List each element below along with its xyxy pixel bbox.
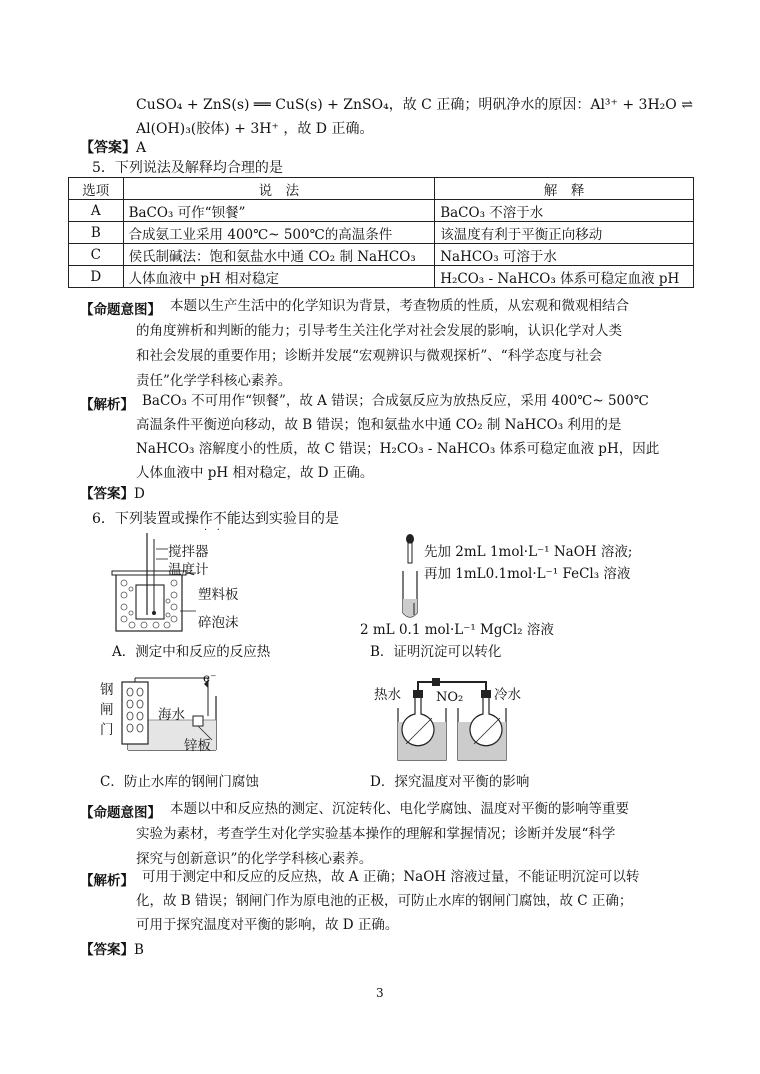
q5-answer bbox=[80, 482, 145, 502]
header-cell: 解 释 bbox=[435, 178, 694, 200]
q6-intent-line: 探究与创新意识”的化学学科核心素养。 bbox=[136, 851, 373, 867]
table-cell: C bbox=[69, 244, 124, 266]
dropper-tube bbox=[408, 543, 412, 563]
table-cell: 合成氨工业采用 400℃~ 500℃的高温条件 bbox=[123, 222, 435, 244]
table-row bbox=[69, 244, 694, 266]
q5-analysis-line: BaCO₃ 不可用作“钡餐”，故 A 错误；合成氨反应为放热反应，采用 400℃~ 500℃ bbox=[142, 393, 649, 409]
figa-label-stirrer: 搅拌器 bbox=[168, 544, 209, 560]
gate-char: 钢 bbox=[100, 682, 114, 698]
figa-caption: A．测定中和反应的反应热 bbox=[112, 644, 271, 660]
table-cell: 该温度有利于平衡正向移动 bbox=[435, 222, 694, 244]
zinc-plate bbox=[193, 716, 203, 726]
table-cell: D bbox=[69, 266, 124, 288]
flask-left bbox=[402, 698, 434, 746]
q5-analysis-line: 人体血液中 pH 相对稳定，故 D 正确。 bbox=[136, 465, 374, 481]
figd-cold: 冷水 bbox=[494, 687, 521, 703]
figc-zinc: 锌板 bbox=[184, 738, 211, 754]
top-line-1: CuSO₄ + ZnS(s) ══ CuS(s) + ZnSO₄，故 C 正确；明矾净水的原因：Al³⁺ + 3H₂O ⇌ bbox=[136, 97, 693, 113]
answer-4 bbox=[80, 137, 146, 157]
q5-intent-line: 责任”化学学科核心素养。 bbox=[136, 373, 292, 389]
q6-stem: 6．下列装置或操作不能达到实验目的是 bbox=[92, 511, 339, 527]
q6-answer bbox=[80, 938, 144, 958]
inner-beaker bbox=[136, 585, 164, 619]
figd-hot: 热水 bbox=[374, 687, 401, 703]
flask-right bbox=[470, 698, 502, 746]
figc-electron: e⁻ bbox=[203, 671, 217, 685]
figa-label-thermometer: 温度计 bbox=[168, 562, 209, 578]
table-row bbox=[69, 266, 694, 288]
answer-value: D bbox=[134, 486, 145, 502]
page-number: 3 bbox=[376, 986, 384, 1000]
figure-b-apparatus bbox=[395, 533, 425, 623]
top-line-2: Al(OH)₃(胶体) + 3H⁺ ，故 D 正确。 bbox=[136, 121, 374, 137]
steel-gate bbox=[122, 682, 148, 744]
table-cell: H₂CO₃ - NaHCO₃ 体系可稳定血液 pH bbox=[435, 266, 694, 288]
q5-stem: 5．下列说法及解释均合理的是 bbox=[92, 160, 283, 176]
figb-bottom-label: 2 mL 0.1 mol·L⁻¹ MgCl₂ 溶液 bbox=[360, 622, 554, 638]
figa-label-foam: 碎泡沫 bbox=[198, 615, 239, 631]
figure-d-apparatus bbox=[392, 678, 512, 766]
q5-intent-line: 本题以生产生活中的化学知识为背景，考查物质的性质，从宏观和微观相结合 bbox=[170, 298, 629, 314]
answer-tag: 【答案】 bbox=[80, 942, 134, 958]
figb-note-2: 再加 1mL0.1mol·L⁻¹ FeCl₃ 溶液 bbox=[424, 566, 631, 582]
answer-value: B bbox=[134, 942, 144, 958]
table-cell: B bbox=[69, 222, 124, 244]
table-cell: 人体血液中 pH 相对稳定 bbox=[123, 266, 435, 288]
figb-caption: B．证明沉淀可以转化 bbox=[370, 644, 502, 660]
figa-label-board: 塑料板 bbox=[198, 587, 239, 603]
table-cell: NaHCO₃ 可溶于水 bbox=[435, 244, 694, 266]
q5-analysis-line: NaHCO₃ 溶解度小的性质，故 C 错误；H₂CO₃ - NaHCO₃ 体系可稳定血液 pH，因此 bbox=[136, 441, 660, 457]
figc-water: 海水 bbox=[158, 707, 185, 723]
q6-intent-line: 实验为素材，考查学生对化学实验基本操作的理解和掌握情况；诊断并发展“科学 bbox=[136, 826, 616, 842]
q5-intent-tag: 【命题意图】 bbox=[80, 302, 161, 318]
figc-gate-label bbox=[100, 680, 114, 740]
answer-value: A bbox=[136, 140, 147, 156]
figc-caption: C．防止水库的钢闸门腐蚀 bbox=[100, 774, 259, 790]
gate-char: 门 bbox=[100, 722, 114, 738]
table-cell: 侯氏制碱法：饱和氨盐水中通 CO₂ 制 NaHCO₃ bbox=[123, 244, 435, 266]
q6-intent-tag: 【命题意图】 bbox=[80, 805, 161, 821]
q5-intent-line: 的角度辨析和判断的能力；引导考生关注化学对社会发展的影响，认识化学对人类 bbox=[136, 323, 622, 339]
figb-note-1: 先加 2mL 1mol·L⁻¹ NaOH 溶液; bbox=[424, 544, 633, 560]
tube-clamp bbox=[432, 678, 440, 686]
header-cell: 选项 bbox=[69, 178, 124, 200]
answer-tag: 【答案】 bbox=[80, 140, 136, 156]
q5-table bbox=[68, 177, 694, 288]
q6-analysis-line: 可用于探究温度对平衡的影响，故 D 正确。 bbox=[136, 917, 399, 933]
q5-analysis-line: 高温条件平衡逆向移动，故 B 错误；饱和氨盐水中通 CO₂ 制 NaHCO₃ 利用的是 bbox=[136, 417, 622, 433]
emphasis-dots: · · bbox=[204, 525, 220, 536]
q6-analysis-line: 化，故 B 错误；钢闸门作为原电池的正极，可防止水库的钢闸门腐蚀，故 C 正确； bbox=[136, 893, 633, 909]
answer-tag: 【答案】 bbox=[80, 486, 134, 502]
q6-intent-line: 本题以中和反应热的测定、沉淀转化、电化学腐蚀、温度对平衡的影响等重要 bbox=[170, 801, 629, 817]
table-cell: BaCO₃ 可作“钡餐” bbox=[123, 200, 435, 222]
table-cell: A bbox=[69, 200, 124, 222]
figd-gas: NO₂ bbox=[436, 690, 464, 705]
q6-analysis-tag: 【解析】 bbox=[80, 873, 134, 889]
q6-analysis-line: 可用于测定中和反应的反应热，故 A 正确；NaOH 溶液过量，不能证明沉淀可以转 bbox=[142, 869, 640, 885]
table-row bbox=[69, 200, 694, 222]
tube-liquid bbox=[403, 599, 417, 617]
table-header-row bbox=[69, 178, 694, 200]
table-row bbox=[69, 222, 694, 244]
connecting-tube bbox=[418, 682, 486, 690]
gate-char: 闸 bbox=[100, 702, 114, 718]
figd-caption: D．探究温度对平衡的影响 bbox=[370, 774, 530, 790]
q5-intent-line: 和社会发展的重要作用；诊断并发展“宏观辨识与微观探析”、“科学态度与社会 bbox=[136, 348, 603, 364]
header-cell: 说 法 bbox=[123, 178, 435, 200]
q5-analysis-tag: 【解析】 bbox=[80, 397, 134, 413]
table-cell: BaCO₃ 不溶于水 bbox=[435, 200, 694, 222]
